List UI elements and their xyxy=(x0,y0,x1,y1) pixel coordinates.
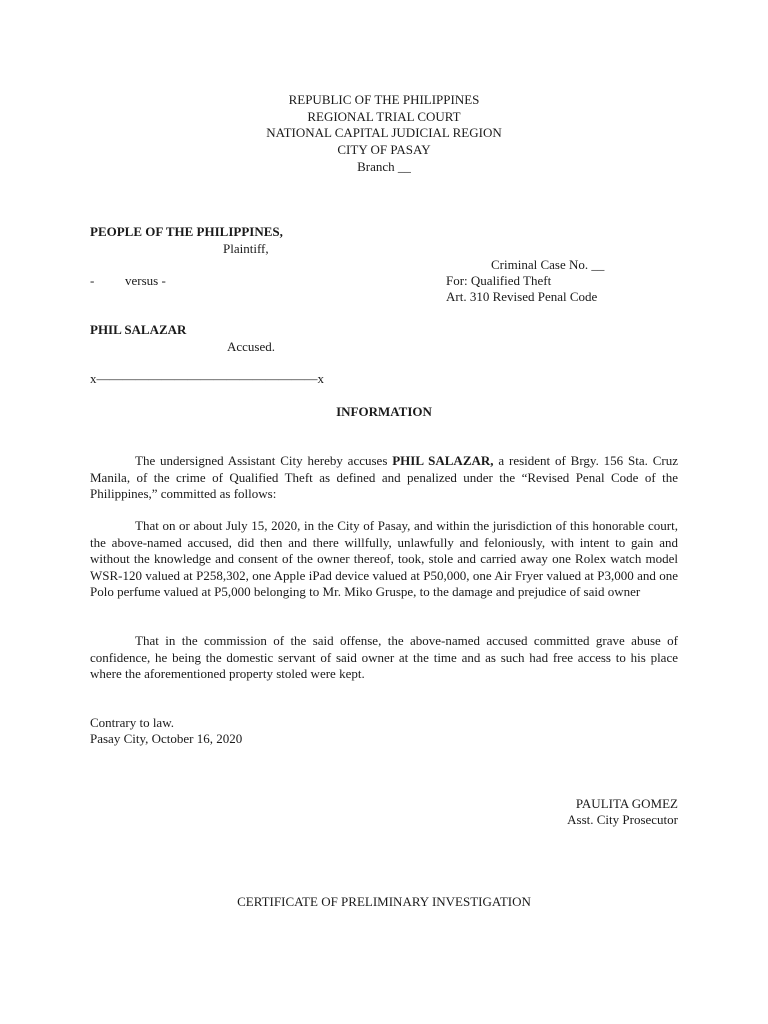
paragraph-accusation xyxy=(90,453,678,503)
paragraph-facts xyxy=(90,518,678,601)
paragraph-abuse-text: That in the commission of the said offense, the above-named accused committed grave abuse of confidence, he being the domestic servant of said owner at the time and as such had free access to his place where the aforementioned property stoled were kept. xyxy=(90,633,678,681)
paragraph-accusation-text-b: a resident of Brgy. 156 Sta. Cruz Manila, of the crime of Qualified Theft as defined and penalized under the “Revised Penal Code of the Philippines,” committed as follows: xyxy=(90,453,678,501)
paragraph-accusation-text-a: The undersigned Assistant City hereby accuses xyxy=(135,453,393,468)
place-and-date: Pasay City, October 16, 2020 xyxy=(90,731,243,746)
paragraph-facts-text: That on or about July 15, 2020, in the City of Pasay, and within the jurisdiction of this honorable court, the above-named accused, did then and there willfully, unlawfully and feloniously, with intent to gain and without the knowledge and consent of the owner thereof, took, stole and carried away one Rolex watch model WSR-120 valued at P258,302, one Apple iPad device valued at P50,000, one Air Fryer valued at P3,000 and one Polo perfume valued at P5,000 belonging to Mr. Miko Gruspe, to the damage and prejudice of said owner xyxy=(90,518,678,599)
court-header-region: NATIONAL CAPITAL JUDICIAL REGION xyxy=(266,125,502,140)
contrary-to-law: Contrary to law. xyxy=(90,715,174,730)
plaintiff-name: PEOPLE OF THE PHILIPPINES, xyxy=(90,224,283,239)
certificate-title: CERTIFICATE OF PRELIMINARY INVESTIGATION xyxy=(237,894,531,909)
accused-name: PHIL SALAZAR xyxy=(90,322,187,337)
criminal-case-number: Criminal Case No. __ xyxy=(491,257,605,272)
accused-role: Accused. xyxy=(227,339,276,354)
versus-dash: - xyxy=(90,273,95,288)
paragraph-abuse-of-confidence xyxy=(90,633,678,683)
plaintiff-role: Plaintiff, xyxy=(223,241,269,256)
penal-code-article: Art. 310 Revised Penal Code xyxy=(446,289,598,304)
document-title: INFORMATION xyxy=(336,404,432,419)
court-header-rtc: REGIONAL TRIAL COURT xyxy=(307,109,461,124)
signatory-title: Asst. City Prosecutor xyxy=(567,812,678,827)
court-header-branch: Branch __ xyxy=(357,159,411,174)
versus-label: versus - xyxy=(125,273,166,288)
signatory-name: PAULITA GOMEZ xyxy=(575,796,678,811)
paragraph-accusation-accused: PHIL SALAZAR, xyxy=(392,453,494,468)
court-header-republic: REPUBLIC OF THE PHILIPPINES xyxy=(288,92,480,107)
offense-label: For: Qualified Theft xyxy=(446,273,552,288)
caption-separator: x—————————————————x xyxy=(90,371,324,386)
court-header-city: CITY OF PASAY xyxy=(337,142,431,157)
